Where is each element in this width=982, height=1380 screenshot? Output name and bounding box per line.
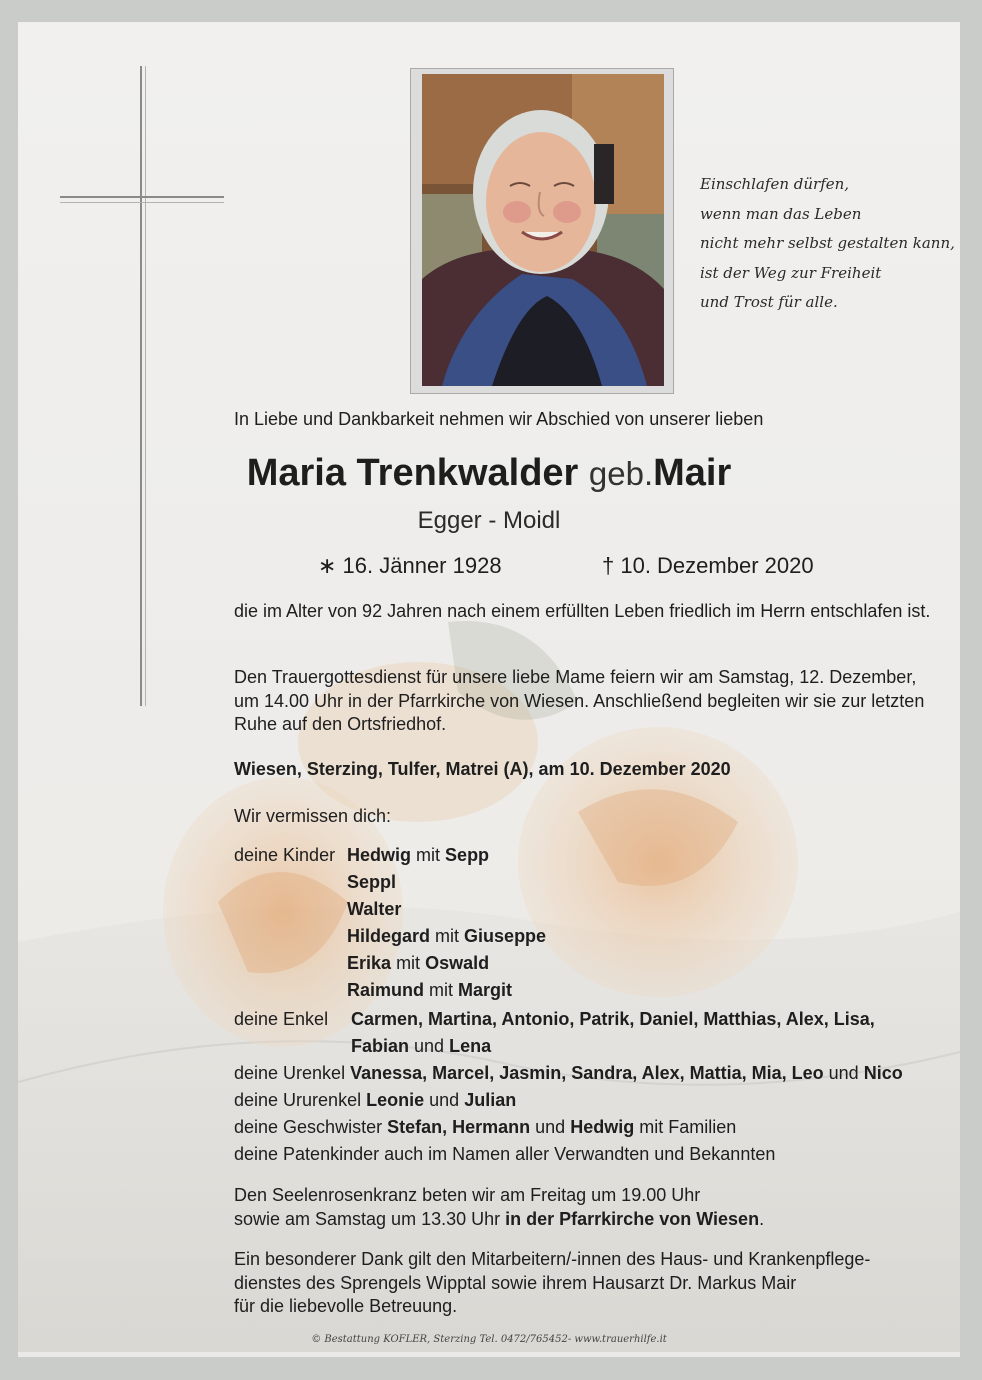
godchildren-line: deine Patenkinder auch im Namen aller Verwandten und Bekannten — [234, 1144, 776, 1164]
grandchildren-line: Fabian und Lena — [351, 1036, 492, 1056]
kid-row: Seppl — [347, 872, 397, 892]
parte-sheet — [18, 22, 960, 1357]
kid-row: Erika mit Oswald — [347, 953, 490, 973]
poem-quote — [700, 170, 955, 318]
grandchildren-line: Carmen, Martina, Antonio, Patrik, Daniel, Matthias, Alex, Lisa, — [351, 1009, 875, 1029]
cross-vertical-shadow — [145, 66, 146, 706]
siblings-line: deine Geschwister Stefan, Hermann und Hedwig mit Familien — [234, 1117, 737, 1137]
funeral-paragraph: Den Trauergottesdienst für unsere liebe Mame feiern wir am Samstag, 12. Dezember, um 14.00 Uhr in der Pfarrkirche von Wiesen. Anschließend begleiten wir sie zur letzten Ruhe auf den Ortsfriedhof. — [234, 667, 925, 734]
undertaker-footer: © Bestattung KOFLER, Sterzing Tel. 0472/765452- www.trauerhilfe.it — [311, 1334, 667, 1345]
quote-line: Einschlafen dürfen, — [700, 175, 850, 193]
thanks-line: Ein besonderer Dank gilt den Mitarbeitern/-innen des Haus- und Krankenpflege- — [234, 1249, 871, 1269]
kid-row: Walter — [347, 899, 402, 919]
rosary-line: Den Seelenrosenkranz beten wir am Freitag um 19.00 Uhr — [234, 1185, 701, 1205]
deceased-name — [18, 450, 960, 497]
rosary-line: sowie am Samstag um 13.30 Uhr in der Pfarrkirche von Wiesen. — [234, 1208, 765, 1229]
quote-line: wenn man das Leben — [700, 204, 862, 223]
miss-you-line: Wir vermissen dich: — [234, 806, 392, 826]
place-date-line: Wiesen, Sterzing, Tulfer, Matrei (A), am 10. Dezember 2020 — [234, 759, 731, 779]
kids-list — [347, 842, 546, 1004]
thanks-line: für die liebevolle Betreuung. — [234, 1296, 458, 1316]
grandchildren-label: deine Enkel — [234, 1009, 329, 1029]
grandchildren-list — [351, 1006, 875, 1060]
name-maiden: Mair — [653, 452, 732, 494]
cross-horizontal — [60, 196, 224, 198]
nickname: Egger - Moidl — [417, 507, 561, 534]
great-great-grandchildren-line: deine Ururenkel Leonie und Julian — [234, 1090, 517, 1110]
great-grandchildren-line: deine Urenkel Vanessa, Marcel, Jasmin, Sandra, Alex, Mattia, Mia, Leo und Nico — [234, 1063, 903, 1083]
death-date: † 10. Dezember 2020 — [602, 553, 814, 578]
quote-line: nicht mehr selbst gestalten kann, — [700, 234, 955, 252]
thanks-line: dienstes des Sprengels Wipptal sowie ihrem Hausarzt Dr. Markus Mair — [234, 1272, 797, 1293]
kid-row: Hedwig mit Sepp — [347, 845, 490, 865]
birth-date: ∗ 16. Jänner 1928 — [318, 553, 502, 578]
cross-vertical — [140, 66, 142, 706]
intro-line: In Liebe und Dankbarkeit nehmen wir Abschied von unserer lieben — [234, 409, 764, 429]
thanks-paragraph — [234, 1248, 934, 1319]
quote-line: und Trost für alle. — [700, 293, 838, 311]
name-main: Maria Trenkwalder — [246, 452, 579, 494]
portrait-photo — [422, 74, 664, 386]
portrait-frame — [410, 68, 674, 394]
kids-label: deine Kinder — [234, 845, 336, 865]
name-geb: geb. — [588, 455, 654, 492]
kid-row: Hildegard mit Giuseppe — [347, 926, 547, 946]
quote-line: ist der Weg zur Freiheit — [700, 263, 882, 282]
kid-row: Raimund mit Margit — [347, 980, 513, 1000]
age-paragraph: die im Alter von 92 Jahren nach einem erfüllten Leben friedlich im Herrn entschlafen ist. — [234, 601, 931, 621]
rosary-paragraph — [234, 1184, 934, 1231]
cross-horizontal-shadow — [60, 202, 224, 203]
